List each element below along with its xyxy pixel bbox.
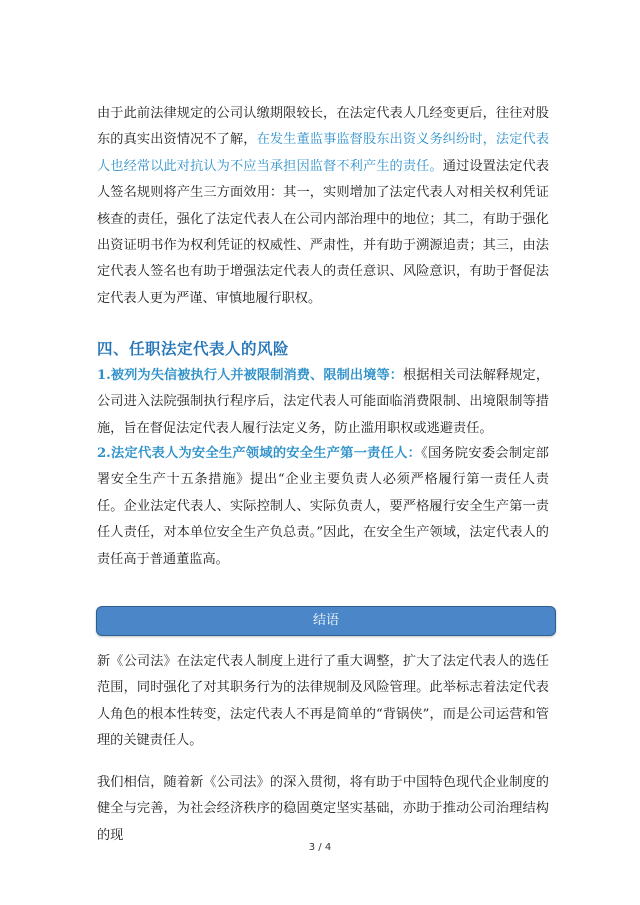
risk-item-1 <box>97 363 549 442</box>
risk-item-title: 1.被列为失信被执行人并被限制消费、限制出境等： <box>97 368 404 383</box>
paragraph-text: 通过设置法定代表人签名规则将产生三方面效用：其一，实则增加了法定代表人对相关权利凭证核查的责任，强化了法定代表人在公司内部治理中的地位；其二，有助于强化出资证明书作为权利凭证的权威性、严肃性，并有助于溯源追责；其三，由法定代表人签名也有助于增强法定代表人的责任意识、风险意识，有助于督促法定代表人更为严谨、审慎地履行职权。 <box>97 158 550 306</box>
risk-item-text: 根据相关司法解释规定，公司进入法院强制执行程序后，法定代表人可能面临消费限制、出境限制等措施，旨在督促法定代表人履行法定义务，防止滥用职权或逃避责任。 <box>97 368 550 436</box>
highlighted-text: 在发生董监事监督股东出资义务纠纷时，法定代表人也经常以此对抗认为不应当承担因监督不利产生的责任。 <box>97 132 550 174</box>
paragraph-capital-contribution <box>97 101 549 312</box>
risk-item-2 <box>97 441 549 573</box>
conclusion-paragraph-2: 我们相信，随着新《公司法》的深入贯彻，将有助于中国特色现代企业制度的健全与完善，为社会经济秩序的稳固奠定坚实基础，亦助于推动公司治理结构的现 <box>97 775 549 843</box>
paragraph-text: 由于此前法律规定的公司认缴期限较长，在法定代表人几经变更后，往往对股东的真实出资情况不了解， <box>97 106 549 148</box>
conclusion-paragraph-1: 新《公司法》在法定代表人制度上进行了重大调整，扩大了法定代表人的选任范围，同时强化了对其职务行为的法律规制及风险管理。此举标志着法定代表人角色的根本性转变，法定代表人不再是简单的“背锅侠”，而是公司运营和管理的关键责任人。 <box>97 654 549 749</box>
page-number: 3 / 4 <box>308 842 332 853</box>
section-heading: 四、任职法定代表人的风险 <box>97 340 290 358</box>
conclusion-banner <box>96 606 556 636</box>
banner-title: 结语 <box>312 613 339 628</box>
risk-item-title: 2.法定代表人为安全生产领域的安全生产第一责任人： <box>97 446 422 461</box>
risk-item-text: 《国务院安委会制定部署安全生产十五条措施》提出“企业主要负责人必须严格履行第一责任人责任。企业法定代表人、实际控制人、实际负责人，要严格履行安全生产第一责任人责任，对本单位安全生产负总责。”因此，在安全生产领域，法定代表人的责任高于普通董监高。 <box>97 446 549 567</box>
